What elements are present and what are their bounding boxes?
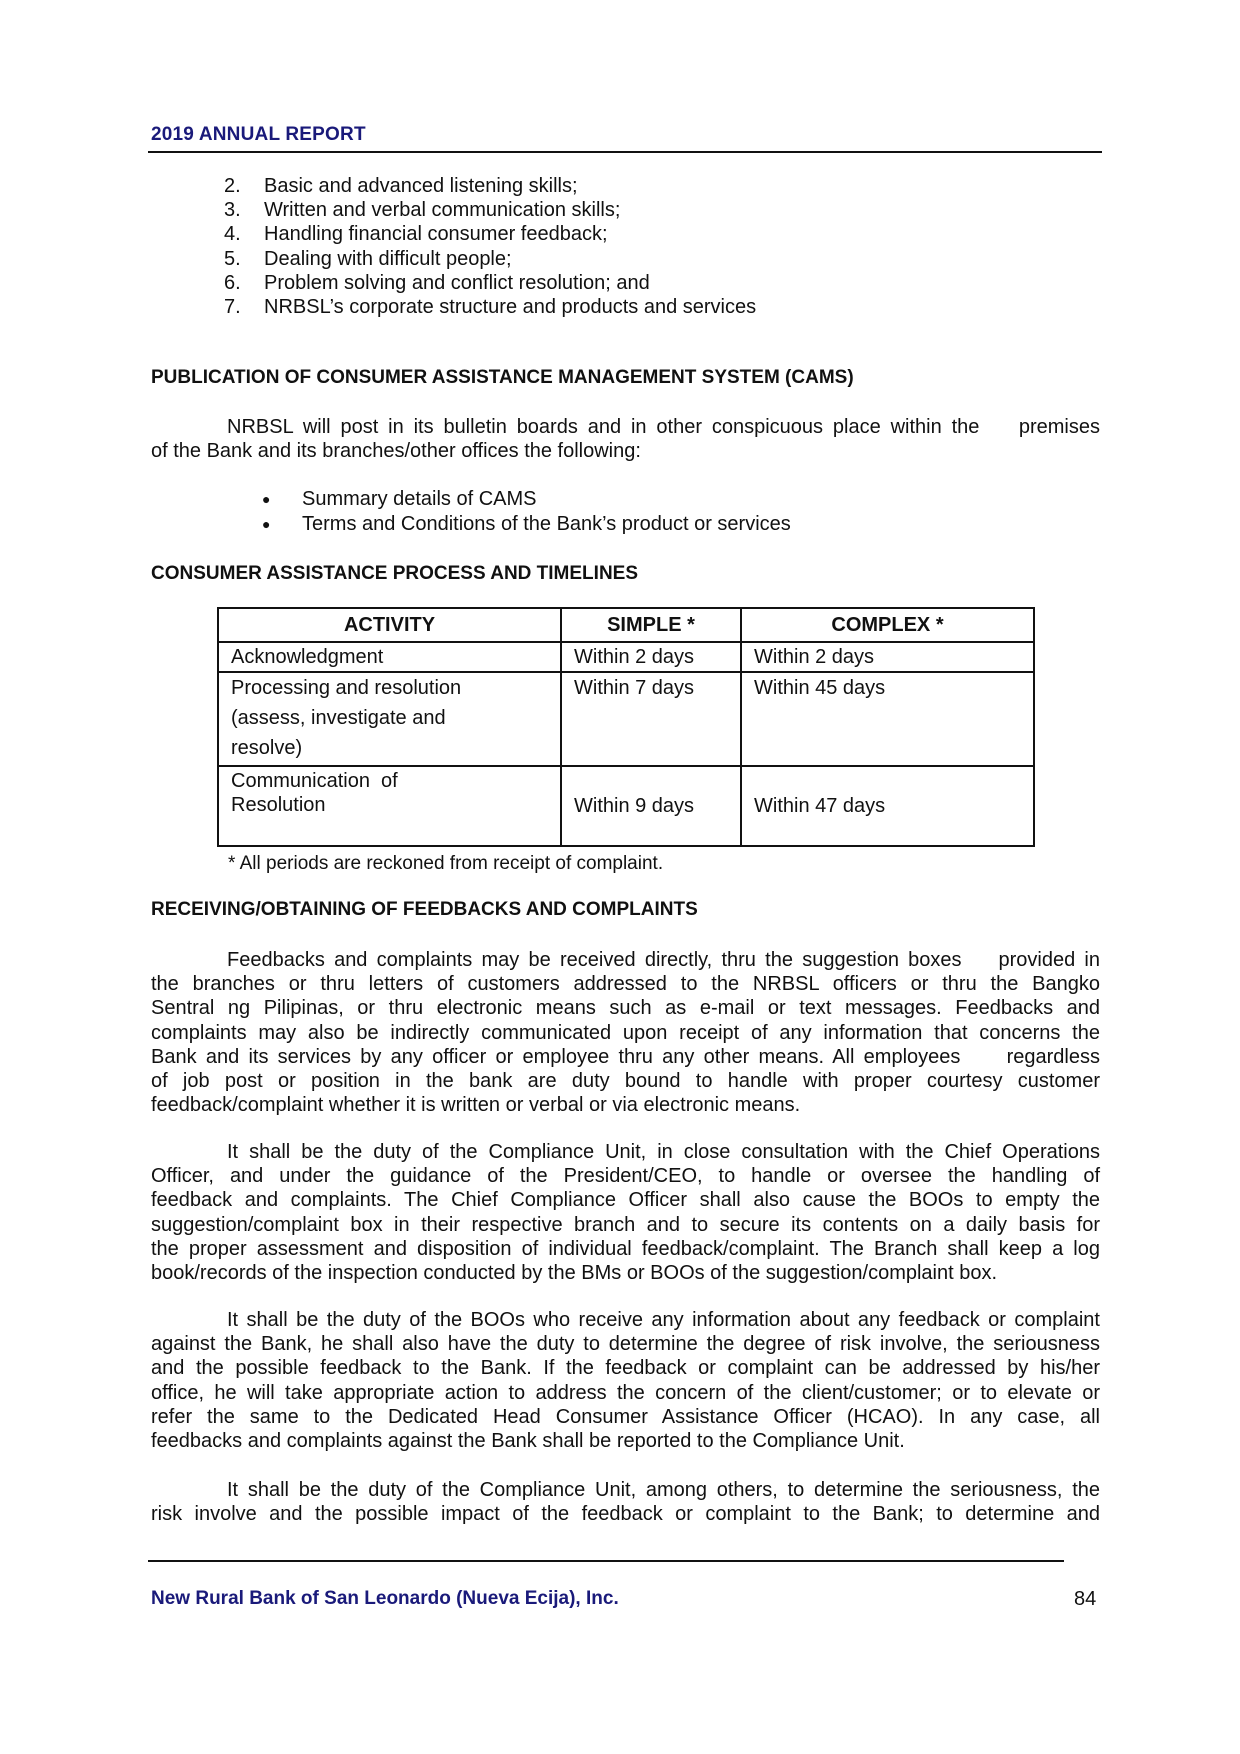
training-topics-list	[224, 174, 756, 319]
column-header-activity: ACTIVITY	[218, 608, 561, 642]
list-item: 3. Written and verbal communication skills;	[224, 199, 621, 222]
publication-paragraph: NRBSL will post in its bulletin boards and in other conspicuous place within the premises of the Bank and its branches/other offices the following:	[151, 416, 1100, 463]
list-item: 4. Handling financial consumer feedback;	[224, 223, 608, 246]
page-number: 84	[1074, 1588, 1097, 1610]
timelines-table	[217, 607, 1035, 847]
activity-cell: Communication of Resolution	[218, 766, 561, 846]
table-row	[218, 642, 1034, 672]
simple-cell: Within 9 days	[561, 766, 741, 846]
table-header-row	[218, 608, 1034, 642]
section-heading-publication: PUBLICATION OF CONSUMER ASSISTANCE MANAGEMENT SYSTEM (CAMS)	[151, 367, 854, 388]
receiving-paragraph-2: It shall be the duty of the Compliance Unit, in close consultation with the Chief Operations Officer, and under the guidance of the President/CEO, to handle or oversee the handling of feedback and complaints. The Chief Compliance Officer shall also cause the BOOs to empty the suggestion/complaint box in their respective branch and to secure its contents on a daily basis for the proper assessment and disposition of individual feedback/complaint. The Branch shall keep a log book/records of the inspection conducted by the BMs or BOOs of the suggestion/complaint box.	[151, 1141, 1100, 1285]
complex-cell: Within 45 days	[741, 672, 1034, 766]
footer-bank-name: New Rural Bank of San Leonardo (Nueva Ecija), Inc.	[151, 1588, 619, 1609]
receiving-paragraph-1: Feedbacks and complaints may be received directly, thru the suggestion boxes provided in the branches or thru letters of customers addressed to the NRBSL officers or thru the Bangko Sentral ng Pilipinas, or thru electronic means such as e-mail or text messages. Feedbacks and complaints may also be indirectly communicated upon receipt of any information that concerns the Bank and its services by any officer or employee thru any other means. All employees regardless of job post or position in the bank are duty bound to handle with proper courtesy customer feedback/complaint whether it is written or verbal or via electronic means.	[151, 949, 1100, 1117]
simple-cell: Within 7 days	[561, 672, 741, 766]
section-heading-process: CONSUMER ASSISTANCE PROCESS AND TIMELINES	[151, 563, 639, 584]
receiving-paragraph-4: It shall be the duty of the Compliance Unit, among others, to determine the seriousness, the risk involve and the possible impact of the feedback or complaint to the Bank; to determine and	[151, 1479, 1100, 1526]
list-item: 6. Problem solving and conflict resolution; and	[224, 271, 650, 294]
list-item: ● Terms and Conditions of the Bank’s product or services	[262, 512, 791, 535]
list-item: 2. Basic and advanced listening skills;	[224, 175, 578, 197]
column-header-complex: COMPLEX *	[741, 608, 1034, 642]
activity-cell: Processing and resolution (assess, investigate and resolve)	[218, 672, 561, 766]
header-divider	[148, 151, 1102, 153]
report-header-title: 2019 ANNUAL REPORT	[151, 124, 366, 145]
list-item: 7. NRBSL’s corporate structure and products and services	[224, 296, 757, 319]
publication-bullet-list	[262, 487, 791, 536]
section-heading-receiving: RECEIVING/OBTAINING OF FEEDBACKS AND COMPLAINTS	[151, 899, 698, 920]
receiving-paragraph-3: It shall be the duty of the BOOs who receive any information about any feedback or complaint against the Bank, he shall also have the duty to determine the degree of risk involve, the seriousness and the possible feedback to the Bank. If the feedback or complaint can be addressed by his/her office, he will take appropriate action to address the concern of the client/customer; or to elevate or refer the same to the Dedicated Head Consumer Assistance Officer (HCAO). In any case, all feedbacks and complaints against the Bank shall be reported to the Compliance Unit.	[151, 1309, 1100, 1453]
table-row	[218, 672, 1034, 766]
simple-cell: Within 2 days	[561, 642, 741, 672]
bullet-icon: ●	[262, 491, 271, 507]
list-item: 5. Dealing with difficult people;	[224, 247, 512, 270]
bullet-icon: ●	[262, 515, 271, 532]
table-row	[218, 766, 1034, 846]
column-header-simple: SIMPLE *	[561, 608, 741, 642]
footer-divider	[148, 1560, 1064, 1562]
list-item: ● Summary details of CAMS	[262, 488, 537, 510]
table-footnote: * All periods are reckoned from receipt of complaint.	[228, 853, 664, 874]
complex-cell: Within 47 days	[741, 766, 1034, 846]
complex-cell: Within 2 days	[741, 642, 1034, 672]
activity-cell: Acknowledgment	[218, 642, 561, 672]
